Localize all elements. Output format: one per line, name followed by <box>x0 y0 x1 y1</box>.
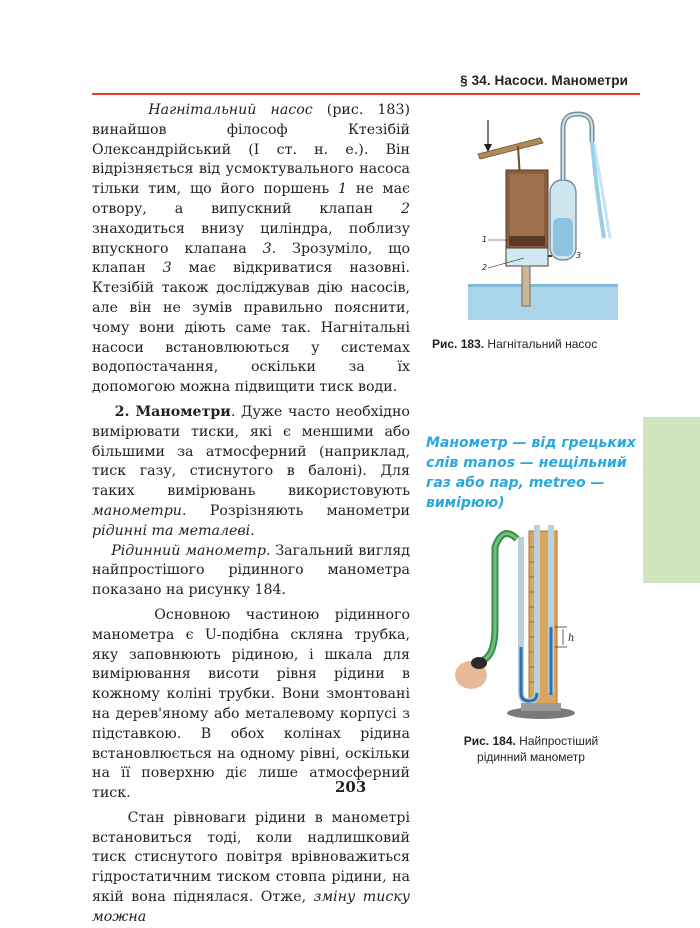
text: Основною частиною рідинного манометра є U-подібна скляна трубка, яку заповнюють рідиною, і шкала для вимірювання висоти рівня рідини в кожному коліні трубки. Вони змонтовані на дерев'яному або металевому корпусі з підставкою. В обох колінах рідина встановлюється на одному рівні, оскільки на її поверхню діє лише атмосферний тиск. <box>92 606 411 802</box>
caption-line-1 <box>446 733 616 749</box>
caption-text: Нагнітальний насос <box>484 337 598 351</box>
figure-184-manometer <box>455 517 585 721</box>
figure-184-caption <box>446 733 616 765</box>
num: 3 <box>262 240 272 257</box>
text: . <box>250 522 255 539</box>
caption-text: Найпростіший <box>515 734 599 748</box>
term-pump: Нагнітальний насос <box>148 102 313 118</box>
label-2: 2 <box>482 263 488 272</box>
term: Рідинний манометр <box>111 542 267 559</box>
side-tab <box>643 417 700 583</box>
header-rule <box>92 93 640 95</box>
figure-183-caption <box>432 336 597 352</box>
caption-label: Рис. 184. <box>463 734 516 748</box>
term: манометри <box>92 502 182 519</box>
etymology-note: Манометр — від грецьких слів manos — нещільний газ або пар, metreo — вимірюю) <box>426 435 636 511</box>
page-number: 203 <box>335 778 367 796</box>
text: . Загальний вигляд найпростішого рідинного манометра показано на рисунку 184. <box>92 542 410 599</box>
text: . Зрозуміло, що клапан <box>92 240 410 277</box>
paragraph-main-part <box>92 606 410 804</box>
text: не має отвору, а випускний клапан <box>92 181 411 217</box>
text: Стан рівноваги рідини в манометрі встановиться тоді, коли надлишковий тиск стиснутого повітря врівноважиться гідростатичним тиском стовпа рідини, на якій вона піднялася. Отже, <box>92 809 410 906</box>
text: . Дуже часто необхідно вимірювати тиски, які є меншими або більшими за атмосферний (наприклад, тиск газу, стиснутого в балоні). Для таких вимірювань використовують <box>92 403 410 500</box>
num: 2 <box>400 200 410 217</box>
label-3: 3 <box>576 251 582 260</box>
h-label: h <box>568 633 575 644</box>
paragraph-manometers <box>92 403 410 542</box>
main-text-column <box>92 101 410 928</box>
subsection-heading: 2. Манометри <box>114 403 231 420</box>
term: зміну тиску можна <box>92 889 410 925</box>
text: знаходиться внизу циліндра, поблизу впускного клапана <box>92 220 410 257</box>
label-1: 1 <box>482 235 488 244</box>
figure-183-pump <box>468 108 618 320</box>
paragraph-liquid-manometer <box>92 542 410 601</box>
text: (рис. 183) винайшов філософ Ктезібій Олександрійський (I ст. н. е.). Він відрізняється від усмоктувального насоса тільки тим, що його поршень <box>92 102 410 198</box>
paragraph-pump <box>92 101 410 398</box>
num: 1 <box>338 181 348 198</box>
paragraph-equilibrium <box>92 809 410 928</box>
term: рідинні та металеві <box>92 522 251 539</box>
caption-line-2: рідинний манометр <box>477 750 585 764</box>
section-title: § 34. Насоси. Манометри <box>460 73 628 88</box>
text: . Розрізняють манометри <box>181 502 410 519</box>
caption-label: Рис. 183. <box>432 337 485 351</box>
text: має відкриватися назовні. Ктезібій також досліджував дію насосів, але він не зумів правильно пояснити, чому вони діють саме так. Нагнітальні насоси встановлюються у системах водопостачання, оскільки за їх допомогою можна підвищити тиск води. <box>92 260 411 396</box>
num: 3 <box>162 260 172 277</box>
